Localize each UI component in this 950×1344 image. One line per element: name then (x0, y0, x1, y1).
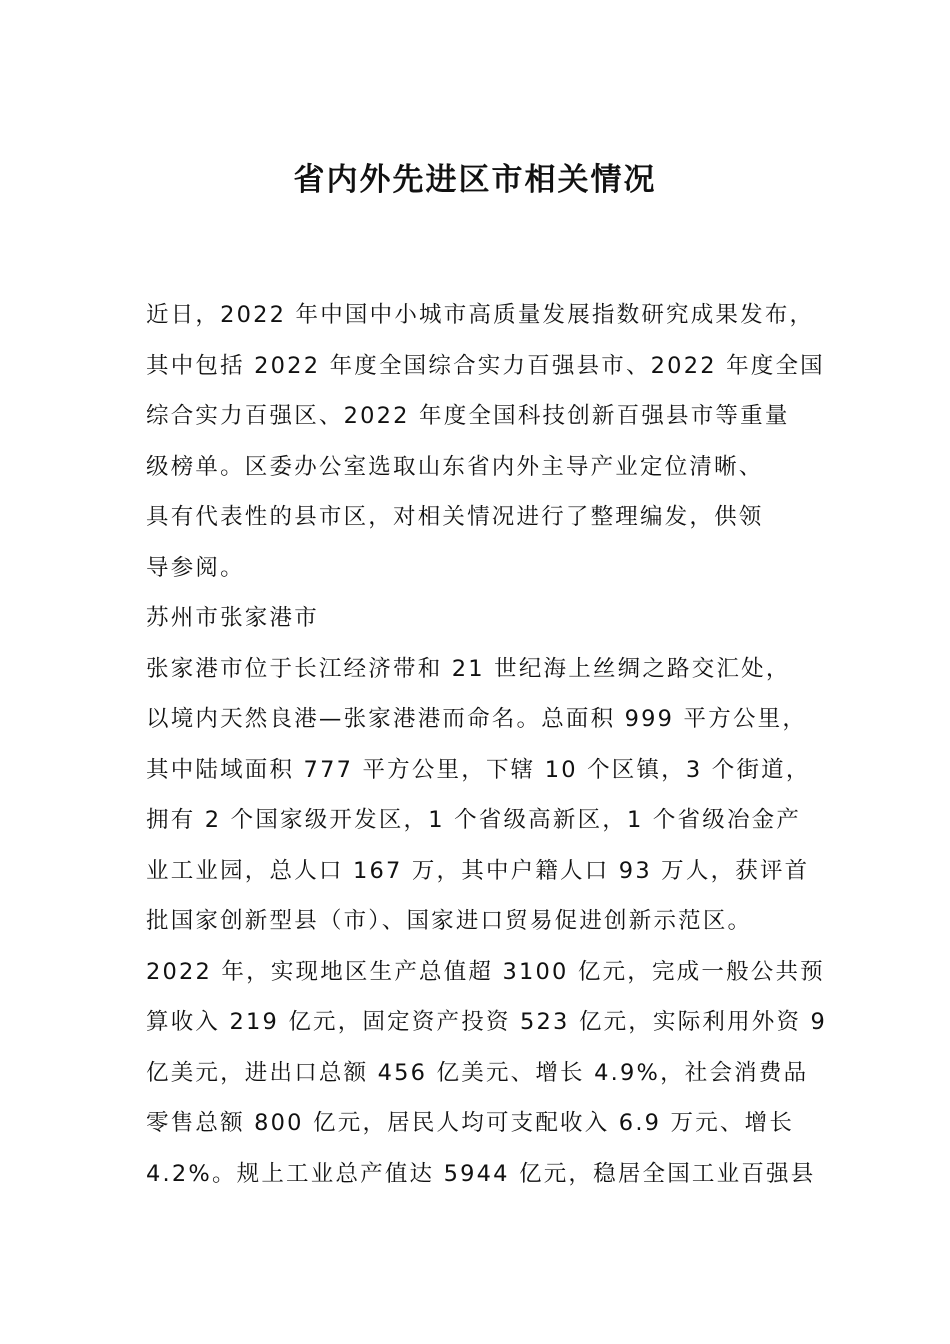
document-body (146, 290, 826, 1199)
intro-line: 近日，2022 年中国中小城市高质量发展指数研究成果发布， (146, 302, 815, 328)
intro-line: 导参阅。 (146, 554, 245, 581)
section-line: 2022 年，实现地区生产总值超 3100 亿元，完成一般公共预 (146, 958, 825, 985)
section-line: 拥有 2 个国家级开发区，1 个省级高新区，1 个省级冶金产 (146, 807, 802, 833)
section-line: 以境内天然良港—张家港港而命名。总面积 999 平方公里， (146, 706, 808, 732)
section-line: 张家港市位于长江经济带和 21 世纪海上丝绸之路交汇处， (146, 655, 791, 682)
intro-line: 其中包括 2022 年度全国综合实力百强县市、2022 年度全国 (146, 352, 825, 379)
section-line: 零售总额 800 亿元，居民人均可支配收入 6.9 万元、增长 (146, 1110, 795, 1136)
section-line: 批国家创新型县（市）、国家进口贸易促进创新示范区。 (146, 908, 753, 934)
intro-line: 综合实力百强区、2022 年度全国科技创新百强县市等重量 (146, 403, 790, 429)
document-title: 省内外先进区市相关情况 (293, 162, 657, 198)
section-line: 4.2%。规上工业总产值达 5944 亿元，稳居全国工业百强县 (146, 1160, 816, 1187)
intro-line: 具有代表性的县市区，对相关情况进行了整理编发，供领 (146, 504, 764, 530)
section-heading: 苏州市张家港市 (146, 605, 319, 631)
section-line: 亿美元，进出口总额 456 亿美元、增长 4.9%，社会消费品 (146, 1059, 809, 1086)
section-line: 其中陆域面积 777 平方公里，下辖 10 个区镇，3 个街道， (146, 756, 811, 783)
section-line: 算收入 219 亿元，固定资产投资 523 亿元，实际利用外资 9 (146, 1009, 828, 1035)
section-line: 业工业园，总人口 167 万，其中户籍人口 93 万人，获评首 (146, 857, 810, 884)
intro-line: 级榜单。区委办公室选取山东省内外主导产业定位清晰、 (146, 453, 764, 480)
